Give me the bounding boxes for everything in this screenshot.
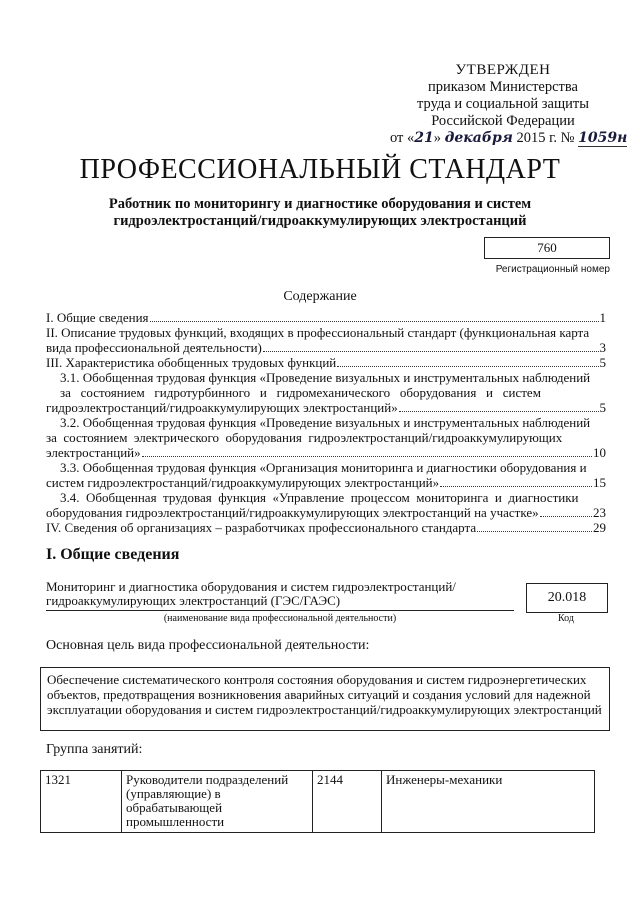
order-prefix: от «	[390, 130, 415, 146]
order-date-number	[390, 130, 628, 147]
toc-page: 3	[599, 340, 606, 355]
goal-text: Обеспечение систематического контроля состояния оборудования и систем гидроэнергетических объектов, предотвращения возникновения аварийных ситуаций и создания условий для надежной эксплуатации оборудования и систем гидроэлектростанций/гидроаккумулирующих электростанций	[47, 672, 602, 717]
toc-entry-text: 3.3. Обобщенная трудовая функция «Организация мониторинга и диагностики оборудования и	[60, 460, 587, 475]
document-subtitle	[0, 196, 640, 230]
registration-number-label: Регистрационный номер	[495, 264, 610, 275]
toc-page: 15	[593, 475, 606, 490]
subtitle-line: Работник по мониторингу и диагностике оборудования и систем	[108, 196, 532, 212]
activity-kind-line: Мониторинг и диагностика оборудования и систем гидроэлектростанций/	[46, 579, 456, 594]
toc-page: 10	[593, 445, 606, 460]
toc-entry[interactable]	[46, 310, 606, 325]
toc-entry-text: 3.4. Обобщенная трудовая функция «Управление процессом мониторинга и диагностики	[60, 490, 579, 505]
table-of-contents	[46, 310, 606, 535]
toc-entry-text: III. Характеристика обобщенных трудовых функций	[46, 355, 337, 370]
approval-line: Российской Федерации	[431, 113, 575, 129]
toc-page: 5	[599, 355, 606, 370]
toc-entry[interactable]	[46, 460, 606, 490]
toc-entry-text: I. Общие сведения	[46, 310, 149, 325]
approval-title: УТВЕРЖДЕН	[455, 62, 551, 78]
divider	[46, 610, 514, 611]
toc-entry-text: электростанций»	[46, 445, 141, 460]
toc-entry-text: вида профессиональной деятельности)	[46, 340, 262, 355]
activity-code-box: 20.018	[526, 583, 608, 613]
toc-entry-text: систем гидроэлектростанций/гидроаккумулирующих электростанций»	[46, 475, 440, 490]
toc-entry-text: 3.1. Обобщенная трудовая функция «Проведение визуальных и инструментальных наблюдений	[60, 370, 591, 385]
toc-page: 1	[599, 310, 606, 325]
occupation-code: 1321	[41, 771, 122, 833]
toc-page: 29	[593, 520, 606, 535]
toc-entry[interactable]	[46, 355, 606, 370]
toc-entry-text: 3.2. Обобщенная трудовая функция «Проведение визуальных и инструментальных наблюдений	[60, 415, 591, 430]
toc-title: Содержание	[283, 289, 357, 304]
toc-entry[interactable]	[46, 520, 606, 535]
occupation-name: Руководители подразделений (управляющие) в обрабатывающей промышленности	[122, 771, 313, 833]
toc-entry[interactable]	[46, 415, 606, 460]
activity-kind-name	[46, 580, 514, 608]
subtitle-line: гидроэлектростанций/гидроаккумулирующих электростанций	[113, 213, 527, 229]
order-month-handwritten: декабря	[444, 130, 513, 146]
toc-entry-text: гидроэлектростанций/гидроаккумулирующих электростанций»	[46, 400, 398, 415]
order-year: 2015 г. №	[512, 130, 575, 146]
registration-number-box: 760	[484, 237, 610, 259]
occupation-group-label: Группа занятий:	[46, 742, 143, 757]
approval-line: приказом Министерства	[428, 79, 578, 95]
toc-page: 5	[599, 400, 606, 415]
section-heading: I. Общие сведения	[46, 546, 180, 563]
toc-page: 23	[593, 505, 606, 520]
toc-entry[interactable]	[46, 370, 606, 415]
approval-line: труда и социальной защиты	[417, 96, 589, 112]
activity-code-caption: Код	[558, 613, 574, 624]
table-row	[41, 771, 595, 833]
document-title: ПРОФЕССИОНАЛЬНЫЙ СТАНДАРТ	[79, 154, 561, 185]
toc-entry-text: за состоянием гидротурбинного и гидромеханического оборудования и систем	[60, 385, 541, 400]
order-day-handwritten: 21	[414, 130, 434, 146]
toc-entry[interactable]	[46, 490, 606, 520]
occupation-code: 2144	[313, 771, 382, 833]
toc-entry-text: оборудования гидроэлектростанций/гидроаккумулирующих электростанций на участке»	[46, 505, 539, 520]
order-sep: »	[433, 130, 445, 146]
activity-kind-line: гидроаккумулирующих электростанций (ГЭС/ГАЭС)	[46, 593, 341, 608]
goal-label: Основная цель вида профессиональной деятельности:	[46, 638, 370, 653]
occupation-group-table	[40, 770, 595, 833]
goal-box	[40, 667, 610, 731]
order-number-handwritten: 1059н	[578, 130, 628, 146]
toc-entry[interactable]	[46, 325, 606, 355]
approval-block	[388, 62, 628, 147]
toc-entry-text: II. Описание трудовых функций, входящих в профессиональный стандарт (функциональная карта	[46, 325, 590, 340]
toc-entry-text: за состоянием электрического оборудования гидроэлектростанций/гидроаккумулирующих	[46, 430, 563, 445]
occupation-name: Инженеры-механики	[382, 771, 595, 833]
activity-kind-caption: (наименование вида профессиональной деятельности)	[163, 613, 397, 624]
toc-entry-text: IV. Сведения об организациях – разработчиках профессионального стандарта	[46, 520, 477, 535]
